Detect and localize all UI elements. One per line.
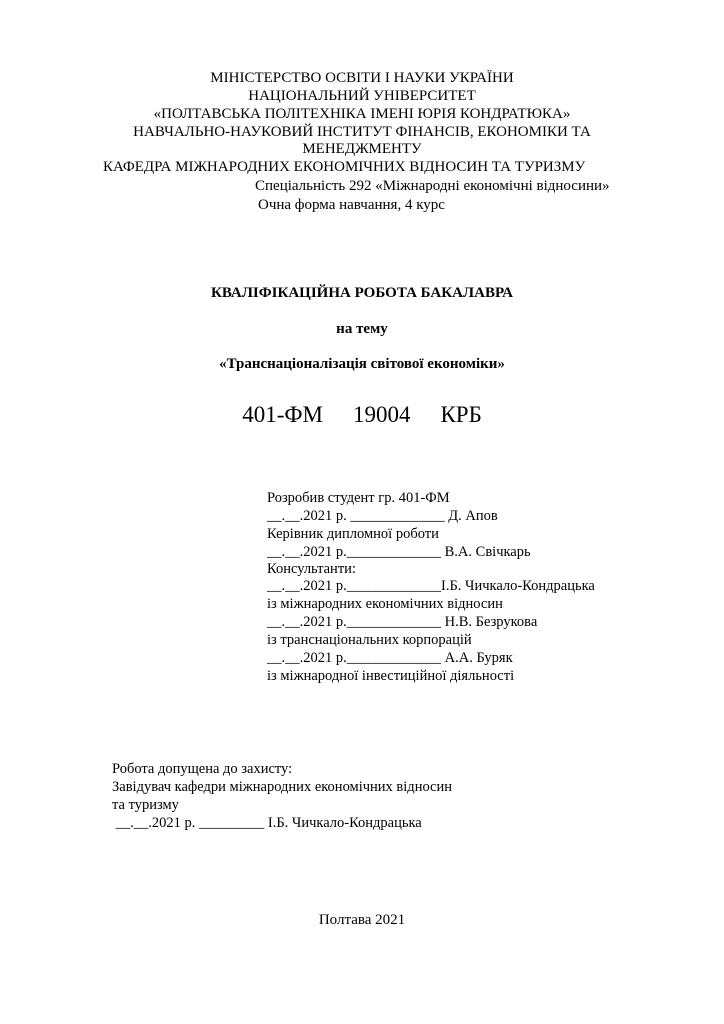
consultant3-field: із міжнародної інвестиційної діяльності <box>267 668 515 684</box>
work-code-suffix: КРБ <box>440 402 482 427</box>
work-type-title: КВАЛІФІКАЦІЙНА РОБОТА БАКАЛАВРА <box>210 285 514 301</box>
supervisor-label: Керівник дипломної роботи <box>267 526 439 542</box>
department-head-label-line1: Завідувач кафедри міжнародних економічних відносин <box>112 779 453 795</box>
university-type-heading: НАЦІОНАЛЬНИЙ УНІВЕРСИТЕТ <box>248 88 476 104</box>
consultant1-signature-line: __.__.2021 р._____________І.Б. Чичкало-Кондрацька <box>267 578 595 594</box>
department-heading: КАФЕДРА МІЖНАРОДНИХ ЕКОНОМІЧНИХ ВІДНОСИН ТА ТУРИЗМУ <box>103 159 586 175</box>
ministry-heading: МІНІСТЕРСТВО ОСВІТИ І НАУКИ УКРАЇНИ <box>210 70 514 86</box>
consultant2-signature-line: __.__.2021 р._____________ Н.В. Безрукова <box>267 614 538 630</box>
admission-label: Робота допущена до захисту: <box>112 761 293 777</box>
city-year: Полтава 2021 <box>318 912 406 928</box>
specialty-line: Спеціальність 292 «Міжнародні економічні відносини» <box>255 178 610 194</box>
topic-title: «Транснаціоналізація світової економіки» <box>219 356 505 372</box>
on-topic-label: на тему <box>336 321 388 337</box>
work-code-group: 401-ФМ <box>242 402 323 427</box>
department-head-signature-line: __.__.2021 р. _________ І.Б. Чичкало-Кондрацька <box>112 815 422 831</box>
institute-heading-line1: НАВЧАЛЬНО-НАУКОВИЙ ІНСТИТУТ ФІНАНСІВ, ЕКОНОМІКИ ТА <box>133 124 591 140</box>
consultant3-signature-line: __.__.2021 р._____________ А.А. Буряк <box>267 650 513 666</box>
study-form-line: Очна форма навчання, 4 курс <box>258 197 445 213</box>
consultant1-field: із міжнародних економічних відносин <box>267 596 503 612</box>
supervisor-signature-line: __.__.2021 р._____________ В.А. Свічкарь <box>267 544 531 560</box>
student-label: Розробив студент гр. 401-ФМ <box>267 490 450 506</box>
consultants-label: Консультанти: <box>267 561 356 577</box>
work-code-number: 19004 <box>352 402 411 427</box>
university-name-heading: «ПОЛТАВСЬКА ПОЛІТЕХНІКА ІМЕНІ ЮРІЯ КОНДРАТЮКА» <box>153 106 571 122</box>
student-signature-line: __.__.2021 р. _____________ Д. Апов <box>267 508 498 524</box>
consultant2-field: із транснаціональних корпорацій <box>267 632 472 648</box>
work-code <box>0 402 724 428</box>
institute-heading-line2: МЕНЕДЖМЕНТУ <box>302 141 422 157</box>
department-head-label-line2: та туризму <box>112 797 179 813</box>
